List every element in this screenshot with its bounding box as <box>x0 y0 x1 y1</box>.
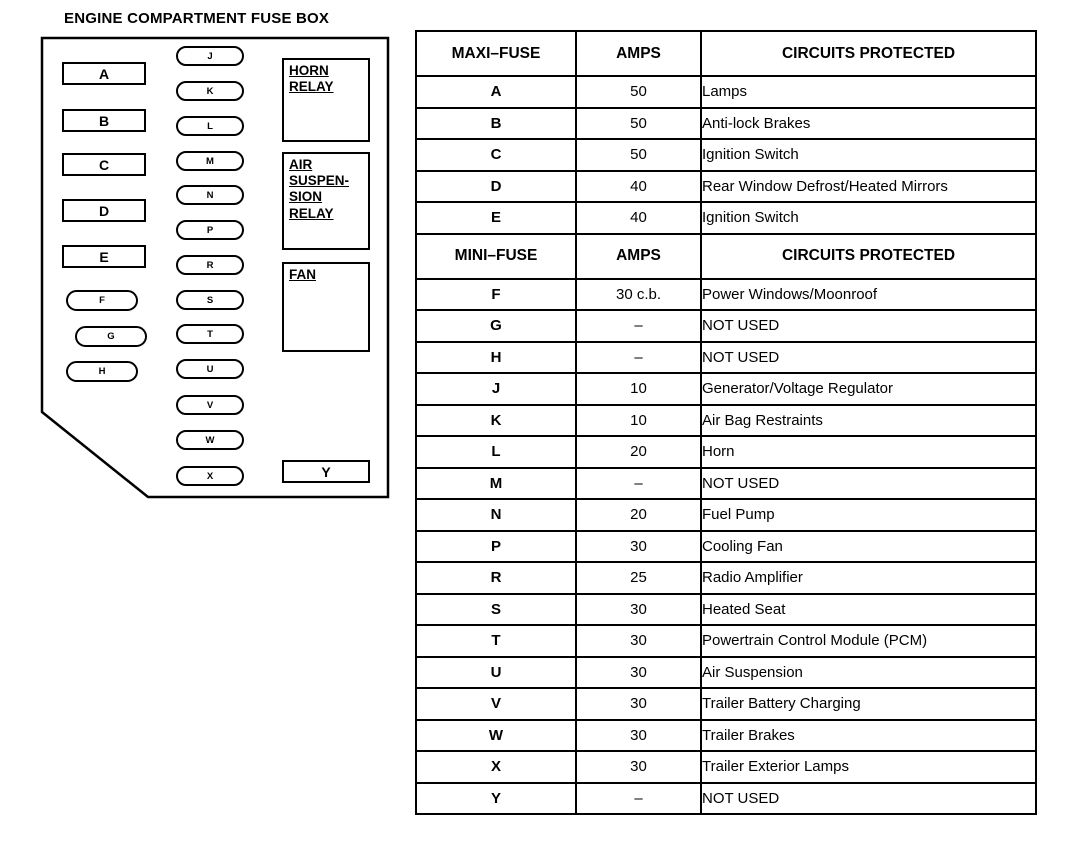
fuse-row-c <box>416 139 1036 171</box>
amps-cell: 40 <box>576 171 701 203</box>
amps-cell: 50 <box>576 139 701 171</box>
circuits-cell: Air Bag Restraints <box>701 405 1036 437</box>
fuse-column-header: MAXI–FUSE <box>416 31 576 76</box>
circuits-cell: Power Windows/Moonroof <box>701 279 1036 311</box>
fuse-cell: N <box>416 499 576 531</box>
amps-cell: 30 <box>576 594 701 626</box>
fuse-row-t <box>416 625 1036 657</box>
fuse-cell: C <box>416 139 576 171</box>
amps-cell: – <box>576 310 701 342</box>
fuse-u: U <box>176 359 244 379</box>
amps-cell: 30 <box>576 688 701 720</box>
amps-cell: 40 <box>576 202 701 234</box>
air-suspension-relay-box <box>282 152 370 250</box>
amps-cell: 30 <box>576 751 701 783</box>
circuits-cell: Lamps <box>701 76 1036 108</box>
fuse-cell: R <box>416 562 576 594</box>
fuse-cell: M <box>416 468 576 500</box>
fuse-e: E <box>62 245 146 268</box>
fuse-m: M <box>176 151 244 171</box>
fuse-w: W <box>176 430 244 450</box>
amps-cell: 20 <box>576 499 701 531</box>
fuse-row-v <box>416 688 1036 720</box>
circuits-cell: Powertrain Control Module (PCM) <box>701 625 1036 657</box>
fuse-column-header: MINI–FUSE <box>416 234 576 279</box>
amps-cell: 20 <box>576 436 701 468</box>
amps-cell: – <box>576 468 701 500</box>
fuse-row-w <box>416 720 1036 752</box>
air-suspension-relay-label: SUSPEN- <box>289 173 350 189</box>
circuits-cell: Fuel Pump <box>701 499 1036 531</box>
fuse-cell: G <box>416 310 576 342</box>
circuits-column-header: CIRCUITS PROTECTED <box>701 234 1036 279</box>
fuse-h: H <box>66 361 138 382</box>
fuse-cell: S <box>416 594 576 626</box>
fuse-cell: W <box>416 720 576 752</box>
fuse-row-m <box>416 468 1036 500</box>
amps-column-header: AMPS <box>576 31 701 76</box>
fuse-row-h <box>416 342 1036 374</box>
amps-cell: 25 <box>576 562 701 594</box>
fuse-cell: J <box>416 373 576 405</box>
amps-column-header: AMPS <box>576 234 701 279</box>
amps-cell: 30 c.b. <box>576 279 701 311</box>
amps-cell: 30 <box>576 720 701 752</box>
circuits-cell: NOT USED <box>701 310 1036 342</box>
fuse-cell: A <box>416 76 576 108</box>
circuits-cell: Trailer Battery Charging <box>701 688 1036 720</box>
fuse-table-body <box>416 31 1036 814</box>
fuse-s: S <box>176 290 244 310</box>
circuits-cell: Ignition Switch <box>701 139 1036 171</box>
circuits-cell: Radio Amplifier <box>701 562 1036 594</box>
fuse-b: B <box>62 109 146 132</box>
fuse-cell: Y <box>416 783 576 815</box>
fuse-cell: B <box>416 108 576 140</box>
fuse-r: R <box>176 255 244 275</box>
mini-fuse-header-row <box>416 234 1036 279</box>
circuits-cell: Trailer Brakes <box>701 720 1036 752</box>
circuits-cell: Air Suspension <box>701 657 1036 689</box>
fuse-cell: K <box>416 405 576 437</box>
amps-cell: 10 <box>576 405 701 437</box>
fuse-cell: D <box>416 171 576 203</box>
fuse-n: N <box>176 185 244 205</box>
fuse-cell: H <box>416 342 576 374</box>
amps-cell: 30 <box>576 625 701 657</box>
circuits-cell: Cooling Fan <box>701 531 1036 563</box>
fan-relay-box <box>282 262 370 352</box>
fuse-row-f <box>416 279 1036 311</box>
fuse-table-wrap <box>415 30 1037 815</box>
circuits-column-header: CIRCUITS PROTECTED <box>701 31 1036 76</box>
fuse-g: G <box>75 326 147 347</box>
circuits-cell: Trailer Exterior Lamps <box>701 751 1036 783</box>
fuse-d: D <box>62 199 146 222</box>
circuits-cell: NOT USED <box>701 468 1036 500</box>
fuse-cell: U <box>416 657 576 689</box>
circuits-cell: Generator/Voltage Regulator <box>701 373 1036 405</box>
amps-cell: 50 <box>576 76 701 108</box>
fuse-row-u <box>416 657 1036 689</box>
fusebox-diagram <box>0 0 415 540</box>
circuits-cell: NOT USED <box>701 342 1036 374</box>
fuse-row-e <box>416 202 1036 234</box>
fuse-cell: L <box>416 436 576 468</box>
fuse-row-a <box>416 76 1036 108</box>
air-suspension-relay-label: RELAY <box>289 205 334 221</box>
horn-relay-label: RELAY <box>289 79 334 95</box>
fan-relay-label: FAN <box>289 267 316 282</box>
circuits-cell: Rear Window Defrost/Heated Mirrors <box>701 171 1036 203</box>
circuits-cell: Horn <box>701 436 1036 468</box>
horn-relay-label: HORN <box>289 63 329 78</box>
fuse-c: C <box>62 153 146 176</box>
fuse-row-r <box>416 562 1036 594</box>
fuse-row-p <box>416 531 1036 563</box>
air-suspension-relay-label: SION <box>289 189 323 205</box>
fuse-row-j <box>416 373 1036 405</box>
circuits-cell: Ignition Switch <box>701 202 1036 234</box>
air-suspension-relay-label: AIR <box>289 157 313 172</box>
fuse-l: L <box>176 116 244 136</box>
amps-cell: – <box>576 783 701 815</box>
fuse-f: F <box>66 290 138 311</box>
fuse-row-s <box>416 594 1036 626</box>
fuse-row-y <box>416 783 1036 815</box>
fuse-cell: P <box>416 531 576 563</box>
page-title: ENGINE COMPARTMENT FUSE BOX <box>64 10 330 27</box>
fuse-row-n <box>416 499 1036 531</box>
fuse-x: X <box>176 466 244 486</box>
fuse-y: Y <box>282 460 370 483</box>
fuse-cell: E <box>416 202 576 234</box>
fuse-table <box>415 30 1037 815</box>
fuse-row-d <box>416 171 1036 203</box>
fuse-t: T <box>176 324 244 344</box>
amps-cell: 50 <box>576 108 701 140</box>
amps-cell: 30 <box>576 531 701 563</box>
fuse-cell: T <box>416 625 576 657</box>
fuse-row-x <box>416 751 1036 783</box>
fuse-row-k <box>416 405 1036 437</box>
fuse-row-l <box>416 436 1036 468</box>
maxi-fuse-header-row <box>416 31 1036 76</box>
circuits-cell: Heated Seat <box>701 594 1036 626</box>
circuits-cell: NOT USED <box>701 783 1036 815</box>
horn-relay-box <box>282 58 370 142</box>
fuse-cell: V <box>416 688 576 720</box>
fuse-a: A <box>62 62 146 85</box>
fuse-v: V <box>176 395 244 415</box>
fuse-cell: X <box>416 751 576 783</box>
amps-cell: 10 <box>576 373 701 405</box>
amps-cell: 30 <box>576 657 701 689</box>
fuse-k: K <box>176 81 244 101</box>
circuits-cell: Anti-lock Brakes <box>701 108 1036 140</box>
fuse-j: J <box>176 46 244 66</box>
fuse-p: P <box>176 220 244 240</box>
fuse-cell: F <box>416 279 576 311</box>
amps-cell: – <box>576 342 701 374</box>
fuse-row-b <box>416 108 1036 140</box>
fuse-row-g <box>416 310 1036 342</box>
